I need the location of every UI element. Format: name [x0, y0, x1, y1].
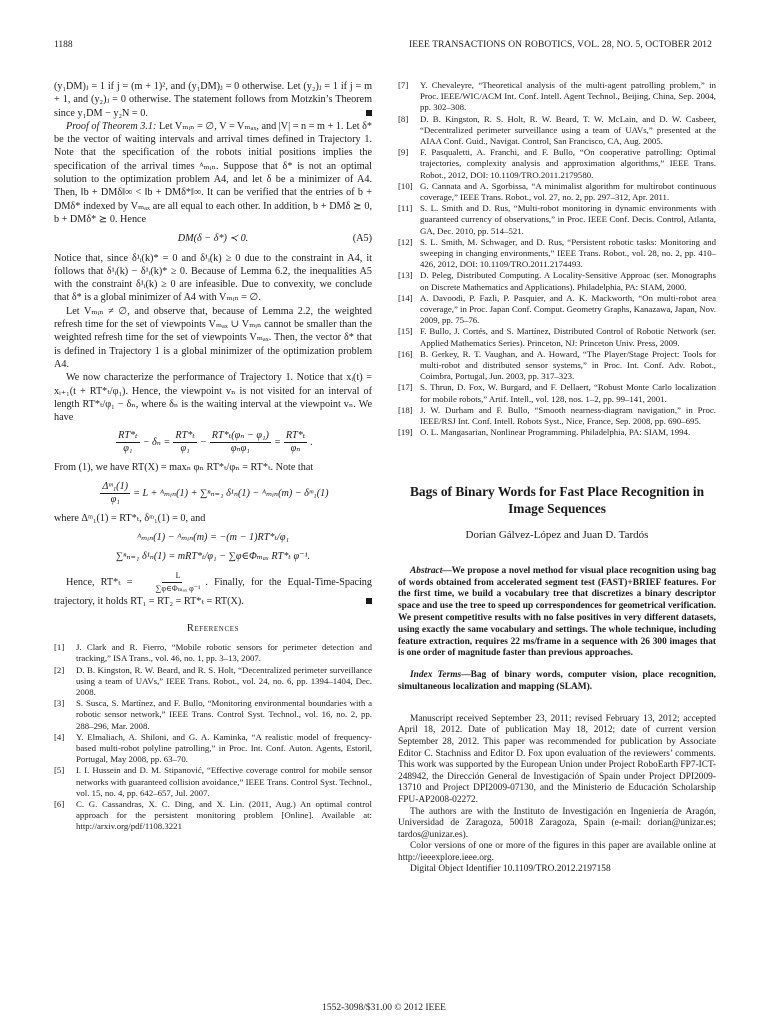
- reference-text: C. G. Cassandras, X. C. Ding, and X. Lin. (2011, Aug.) An optimal control approach for the persistent monitoring problem [Online]. Available at: http://arxiv.org/pdf/1108.3221: [76, 799, 372, 832]
- reference-number: [2]: [54, 664, 65, 675]
- reference-text: J. Clark and R. Fierro, “Mobile robotic sensors for perimeter detection and tracking,” ISA Trans., vol. 46, no. 1, pp. 3–13, 2007.: [76, 642, 372, 664]
- footnote: The authors are with the Instituto de Investigación en Ingeniería de Aragón, Universidad de Zaragoza, 50018 Zaragoza, Spain (e-mail: dorian@unizar.es; tardos@unizar.es).: [398, 806, 716, 840]
- reference-item: [54, 642, 372, 664]
- equation-interval: $\frac{\text{RT*ₜ}}{\text{φ₁}}$ − δₙ = $\frac{\text{RT*ₜ}}{\text{φ₁}}$ − $\frac{\text{RT*ₜ(φₙ − φ₁)}}{\text{φₙφ₁}}$ = $\frac{\text{RT*ₜ}}{\text{φₙ}}$ .: [118, 430, 313, 455]
- reference-number: [12]: [398, 236, 413, 247]
- reference-text: I. I. Hussein and D. M. Stipanović, “Effective coverage control for mobile sensor networks with guaranteed collision avoidance,” IEEE Trans. Control Syst. Technol., vol. 15, no. 4, pp. 642–657, Jul. 2007.: [76, 765, 372, 798]
- reference-item: [398, 427, 716, 438]
- reference-text: D. Peleg, Distributed Computing. A Locality-Sensitive Approac (ser. Monographs on Discrete Mathematics and Applications). Philadelphia, PA: SIAM, 2000.: [420, 270, 716, 292]
- proof-paragraph: Proof of Theorem 3.1: Let Vₘᵢₙ = ∅, V = Vₘₐₓ, and |V| = n = m + 1. Let δ* be the vector of waiting intervals and arrival times defined in Trajectory 1. Note that the specification of the robots initial positions implies the specification of the arrival times ᴬₘᵢₙ. Suppose that δ* is not an optimal solution to the optimization problem A4, and let δ be a minimizer of A4. Then, ‖b + DMδ‖∞ < ‖b + DMδ*‖∞. It can be verified that the entries of b + DMδ* indexed by Vₘₐₓ are all equal to each other. In addition, b + DMδ ⪰ 0, b + DMδ* ⪰ 0. Hence: [54, 120, 373, 225]
- reference-number: [3]: [54, 698, 65, 709]
- reference-text: A. Davoodi, P. Fazli, P. Pasquier, and A. K. Mackworth, “On multi-robot area coverage,” in Proc. Japan Conf. Comput. Geometry Graphs, Kanazawa, Japan, Nov. 2009, pp. 75–76.: [420, 292, 716, 326]
- reference-item: [398, 147, 716, 181]
- paragraph: (y₁DM)ⱼ = 1 if j = (m + 1)², and (y₁DM)ⱼ = 0 otherwise. Let (y₂)ⱼ = 1 if j = m + 1, and (y₂)ⱼ = 0 otherwise. The statement follows from Motzkin’s Theorem since y₁DM − y₂N = 0.: [54, 81, 372, 119]
- reference-item: [54, 665, 372, 699]
- reference-text: O. L. Mangasarian, Nonlinear Programming. Philadelphia, PA: SIAM, 1994.: [420, 427, 691, 438]
- reference-number: [10]: [398, 180, 413, 191]
- article-title: Bags of Binary Words for Fast Place Recognition in Image Sequences: [409, 483, 705, 516]
- reference-text: S. Susca, S. Martínez, and F. Bullo, “Monitoring environmental boundaries with a robotic sensor network,” IEEE Trans. Control Syst. Technol., vol. 16, no. 2, pp. 288–296, Mar. 2008.: [76, 698, 372, 731]
- qed-mark: [366, 110, 372, 116]
- paragraph: We now characterize the performance of Trajectory 1. Notice that xᵢ(t) = xᵢ₊₁(t + RT*ₜ/φ₁). Hence, the viewpoint vₙ is not visited for an interval of length RT*ₜ/φ₁ − δₙ, where δₙ is the waiting interval at the viewpoint vₙ. We have: [54, 372, 372, 424]
- reference-text: F. Pasqualetti, A. Franchi, and F. Bullo, “On cooperative patrolling: Optimal trajectories, complexity analysis and approximation algorithms,” IEEE Trans. Robot., 2012, DOI: 10.1109/TRO.2011.2179580.: [420, 147, 716, 180]
- reference-item: [54, 698, 372, 732]
- reference-number: [9]: [398, 147, 409, 158]
- footnote: Digital Object Identifier 10.1109/TRO.2012.2197158: [410, 864, 611, 875]
- equation-sum: ∑ⁿₙ₌₁ δ¹ₙ(1) = mRT*ₜ/φ₁ − ∑φ∈Φₘₐₓ RT*ₜ φ⁻¹.: [115, 551, 311, 563]
- references-list: [398, 80, 716, 439]
- references-heading: References: [186, 622, 240, 634]
- footnote: Color versions of one or more of the figures in this paper are available online at http://ieeexplore.ieee.org.: [398, 841, 716, 863]
- proof-label: Proof of Theorem 3.1:: [66, 120, 157, 132]
- reference-text: S. Thrun, D. Fox, W. Burgard, and F. Dellaert, “Robust Monte Carlo localization for mobile robots,” Artif. Intell., vol. 128, nos. 1–2, pp. 99–141, 2001.: [420, 382, 716, 404]
- reference-item: [398, 237, 716, 271]
- reference-item: [398, 293, 716, 327]
- reference-number: [1]: [54, 642, 65, 653]
- reference-item: [398, 326, 716, 348]
- reference-text: D. B. Kingston, R. S. Holt, R. W. Beard, T. W. McLain, and D. W. Casbeer, “Decentralized perimeter surveillance using a team of UAVs,” presented at the AIAA Conf. Guid., Navigat. Control, San Francisco, CA, Aug. 2005.: [420, 113, 716, 147]
- index-terms-label: Index Terms: [410, 670, 462, 681]
- reference-text: B. Gerkey, R. T. Vaughan, and A. Howard, “The Player/Stage Project: Tools for multi-robot and distributed sensor systems,” in Proc. Int. Conf. Adv. Robot., Coimbra, Portugal, Jun. 2003, pp. 317–323.: [420, 348, 716, 382]
- reference-item: [398, 270, 716, 292]
- reference-item: [54, 799, 372, 833]
- reference-number: [4]: [54, 731, 65, 742]
- abstract-label: Abstract: [410, 565, 443, 576]
- reference-text: G. Cannata and A. Sgorbissa, “A minimalist algorithm for multirobot continuous coverage,” IEEE Trans. Robot., vol. 27, no. 2, pp. 297–312, Apr. 2011.: [420, 180, 716, 203]
- reference-item: [54, 732, 372, 766]
- equation-a5: DM(δ − δ*) ≺ 0. (A5): [177, 233, 372, 245]
- reference-item: [54, 765, 372, 799]
- article-authors: Dorian Gálvez-López and Juan D. Tardós: [465, 528, 649, 541]
- reference-number: [16]: [398, 348, 413, 359]
- paragraph: Let Vₘᵢₙ ≠ ∅, and observe that, because of Lemma 2.2, the weighted refresh time for the set of viewpoints Vₘₐₓ ∪ Vₘᵢₙ cannot be smaller than the weighted refresh time for the set of viewpoints Vₘₐₓ. Then, the vector δ* that is defined in Trajectory 1 is a global minimizer of the optimization problem A4.: [54, 305, 372, 370]
- left-column: [54, 80, 372, 833]
- footnotes: [398, 714, 716, 876]
- reference-text: S. L. Smith, M. Schwager, and D. Rus, “Persistent robotic tasks: Monitoring and sweeping in changing environments,” IEEE Trans. Robot., vol. 28, no. 2, pp. 410–426, 2012, DOI: 10.1109/TRO.2011.2174493.: [420, 236, 716, 270]
- copyright-footer: 1552-3098/$31.00 © 2012 IEEE: [322, 1003, 446, 1013]
- index-terms: Index Terms—Bag of binary words, computer vision, place recognition, simultaneous localization and mapping (SLAM).: [398, 670, 716, 692]
- reference-item: [398, 382, 716, 404]
- reference-item: [398, 114, 716, 148]
- reference-number: [5]: [54, 765, 65, 776]
- right-column: [398, 80, 716, 876]
- reference-number: [11]: [398, 203, 413, 214]
- reference-number: [17]: [398, 382, 413, 393]
- paragraph: Notice that, since δ¹ᵢ(k)* = 0 and δ¹ᵢ(k) ≥ 0 due to the constraint in A4, it follows that δ¹ᵢ(k) − δ¹ᵢ(k)* ≥ 0. Because of Lemma 6.2, the inequalities A5 with the constraint δ¹ᵢ(k) ≥ 0 are infeasible. Due to convexity, we conclude that δ* is a global minimizer of A4 with Vₘᵢₙ = ∅.: [54, 252, 372, 304]
- reference-text: F. Bullo, J. Cortés, and S. Martínez, Distributed Control of Robotic Network (ser. Applied Mathematics Series). Princeton, NJ: Princeton Univ. Press, 2009.: [420, 326, 716, 348]
- reference-text: Y. Elmaliach, A. Shiloni, and G. A. Kaminka, “A realistic model of frequency-based multi-robot polyline patrolling,” in Proc. Int. Conf. Auton. Agents, Estoril, Portugal, May 2008, pp. 63–70.: [76, 731, 372, 765]
- reference-number: [7]: [398, 80, 409, 90]
- footnote: Manuscript received September 23, 2011; revised February 13, 2012; accepted April 18, 2012. Date of publication May 18, 2012; date of current version September 28, 2012. This paper was recommended for publication by Associate Editor C. Stachniss and Editor D. Fox upon evaluation of the reviewers’ comments. This work was supported by the European Union under Project RoboEarth FP7-ICT-248942, the Dirección General de Investigación of Spain under Project DPI2009-13710 and Project DPI2009-07130, and the Ministerio de Educación Scholarship FPU-AP2008-02272.: [398, 713, 716, 805]
- reference-text: S. L. Smith and D. Rus, “Multi-robot monitoring in dynamic environments with guaranteed currency of observations,” in Proc. IEEE Conf. Decis. Control, Atlanta, GA, Dec. 2010, pp. 514–521.: [420, 203, 716, 236]
- reference-number: [19]: [398, 427, 413, 438]
- equation-tag: (A5): [352, 233, 372, 245]
- paragraph: Hence, RT*ₜ = $\frac{L}{\text{∑φ∈Φₘₐₓ φ⁻¹}}$ . Finally, for the Equal-Time-Spacing trajectory, it holds RT₁ = RT₂ = RT*ₜ = RT(X).: [54, 570, 372, 607]
- reference-item: [398, 405, 716, 427]
- reference-item: [398, 349, 716, 383]
- references-list: [54, 642, 372, 832]
- equation-delta: $\frac{\text{Δᵐ₁(1)}}{\text{φ₁}}$ = L + ᴬₘᵢₙ(1) + ∑ⁿₙ₌₁ δ¹ₙ(1) − ᴬₘᵢₙ(m) − δᵐ₁(1): [102, 480, 329, 505]
- reference-number: [6]: [54, 799, 65, 810]
- paragraph: From (1), we have RT(X) = maxₙ φₙ RT*ₜ/φₙ = RT*ₜ. Note that: [54, 462, 314, 474]
- qed-mark: [366, 598, 372, 604]
- reference-text: J. W. Durham and F. Bullo, “Smooth nearness-diagram navigation,” in Proc. IEEE/RSJ Int. Conf. Intell. Robots Syst., Nice, France, Sep. 2008, pp. 690–695.: [420, 404, 716, 427]
- equation-amin: ᴬₘᵢₙ(1) − ᴬₘᵢₙ(m) = −(m − 1)RT*ₜ/φ₁: [137, 532, 289, 544]
- reference-item: [398, 203, 716, 237]
- running-header: IEEE TRANSACTIONS ON ROBOTICS, VOL. 28, NO. 5, OCTOBER 2012: [408, 40, 712, 50]
- reference-text: D. B. Kingston, R. W. Beard, and R. S. Holt, “Decentralized perimeter surveillance using a team of UAVs,” IEEE Trans. Robot., vol. 24, no. 6, pp. 1394–1404, Dec. 2008.: [76, 664, 372, 698]
- reference-number: [18]: [398, 404, 413, 415]
- reference-number: [14]: [398, 292, 413, 303]
- reference-item: [398, 181, 716, 203]
- abstract: Abstract—We propose a novel method for visual place recognition using bag of words obtained from accelerated segment test (FAST)+BRIEF features. For the first time, we build a vocabulary tree that discretizes a binary descriptor space and use the tree to speed up correspondences for geometrical verification. We present competitive results with no false positives in very different datasets, using exactly the same vocabulary and settings. The whole technique, including feature extraction, requires 22 ms/frame in a sequence with 26 300 images that is one order of magnitude faster than previous approaches.: [398, 565, 716, 659]
- reference-number: [15]: [398, 326, 413, 337]
- reference-text: Y. Chevaleyre, “Theoretical analysis of the multi-agent patrolling problem,” in Proc. IEEE/WIC/ACM Int. Conf. Intell. Agent Technol., Beijing, China, Sep. 2004, pp. 302–308.: [420, 80, 716, 113]
- page-number: 1188: [54, 40, 73, 50]
- reference-number: [13]: [398, 270, 413, 281]
- reference-number: [8]: [398, 113, 409, 124]
- reference-item: [398, 80, 716, 114]
- paragraph: where Δᵐ₁(1) = RT*ₜ, δᵐ₁(1) = 0, and: [54, 512, 206, 524]
